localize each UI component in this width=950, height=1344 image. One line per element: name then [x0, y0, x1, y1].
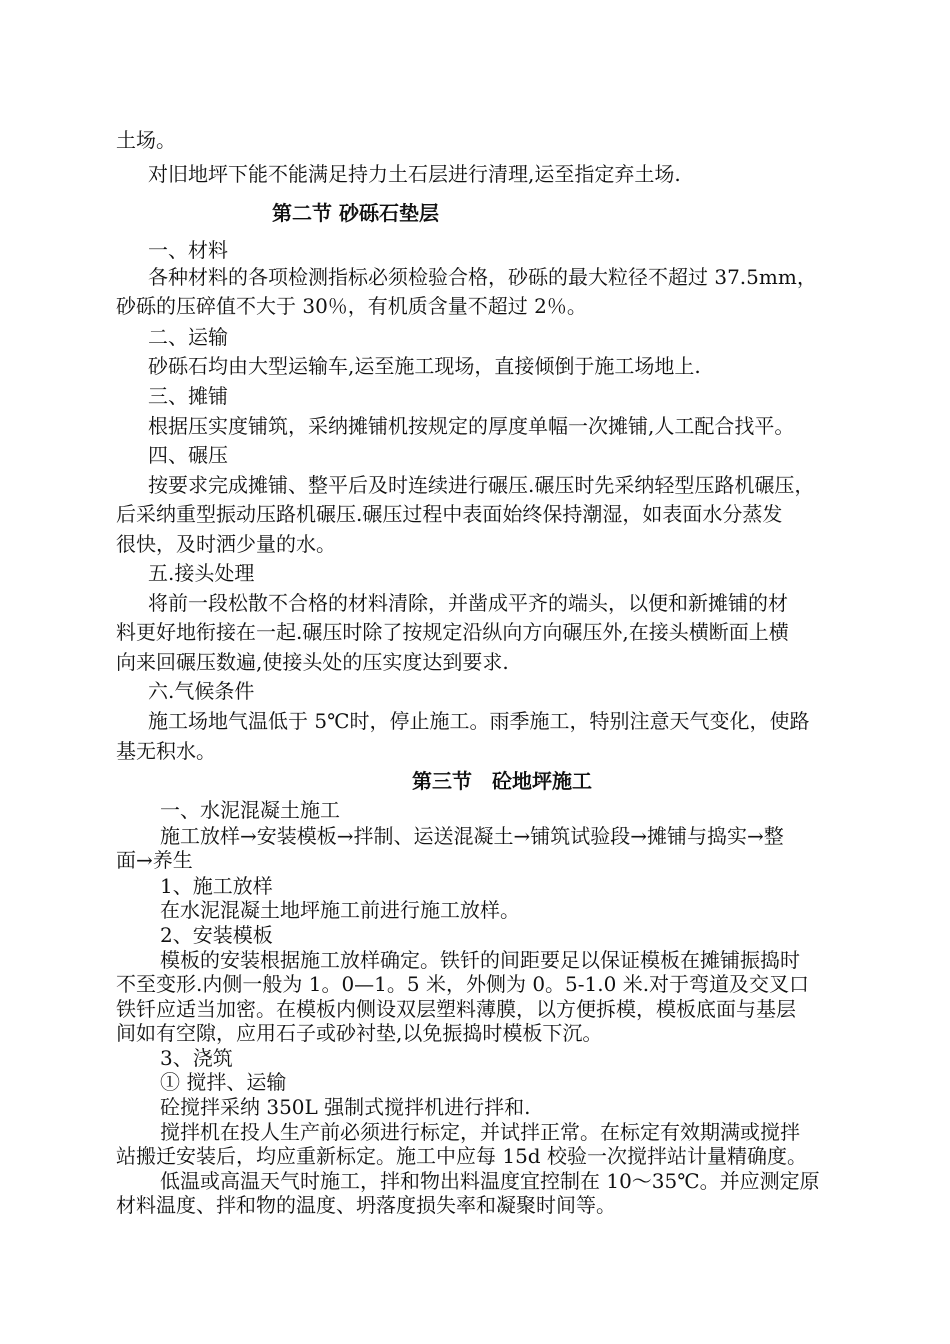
paragraph-line: 模板的安装根据施工放样确定。铁钎的间距要足以保证模板在摊铺振捣时 — [160, 948, 800, 972]
subheading: 六.气候条件 — [148, 679, 255, 703]
paragraph-line: 面→养生 — [116, 848, 193, 872]
paragraph-line: 土场。 — [116, 128, 176, 152]
paragraph-line: 在水泥混凝土地坪施工前进行施工放样。 — [160, 898, 520, 922]
subheading: 三、摊铺 — [148, 384, 228, 408]
subheading: 1、施工放样 — [160, 874, 273, 898]
paragraph-line: 施工场地气温低于 5℃时，停止施工。雨季施工，特别注意天气变化，使路 — [148, 709, 810, 733]
section-heading: 第三节 砼地坪施工 — [412, 769, 592, 793]
paragraph-line: 间如有空隙，应用石子或砂衬垫,以免振捣时模板下沉。 — [116, 1021, 603, 1045]
paragraph-line: 站搬迁安装后，均应重新标定。施工中应每 15d 校验一次搅拌站计量精确度。 — [116, 1144, 807, 1168]
subheading: 五.接头处理 — [148, 561, 255, 585]
paragraph-line: 搅拌机在投人生产前必须进行标定，并试拌正常。在标定有效期满或搅拌 — [160, 1120, 800, 1144]
paragraph-line: 低温或高温天气时施工，拌和物出料温度宜控制在 10～35℃。并应测定原 — [160, 1169, 820, 1193]
subheading: 二、运输 — [148, 325, 228, 349]
paragraph-line: 不至变形.内侧一般为 1。0—1。5 米，外侧为 0。5-1.0 米.对于弯道及交叉口 — [116, 972, 810, 996]
paragraph-line: 对旧地坪下能不能满足持力土石层进行清理,运至指定弃土场. — [148, 162, 681, 186]
paragraph-line: 根据压实度铺筑，采纳摊铺机按规定的厚度单幅一次摊铺,人工配合找平。 — [148, 414, 795, 438]
subheading: ① 搅拌、运输 — [160, 1070, 287, 1094]
subheading: 2、安装模板 — [160, 923, 273, 947]
paragraph-line: 料更好地衔接在一起.碾压时除了按规定沿纵向方向碾压外,在接头横断面上横 — [116, 620, 789, 644]
paragraph-line: 砼搅拌采纳 350L 强制式搅拌机进行拌和. — [160, 1095, 531, 1119]
paragraph-line: 按要求完成摊铺、整平后及时连续进行碾压.碾压时先采纳轻型压路机碾压， — [148, 473, 815, 497]
paragraph-line: 基无积水。 — [116, 739, 216, 763]
paragraph-line: 砂砾石均由大型运输车,运至施工现场，直接倾倒于施工场地上. — [148, 354, 701, 378]
subheading: 一、材料 — [148, 238, 228, 262]
paragraph-line: 后采纳重型振动压路机碾压.碾压过程中表面始终保持潮湿，如表面水分蒸发 — [116, 502, 783, 526]
paragraph-line: 很快，及时洒少量的水。 — [116, 532, 336, 556]
subheading: 四、碾压 — [148, 443, 228, 467]
paragraph-line: 将前一段松散不合格的材料清除，并凿成平齐的端头，以便和新摊铺的材 — [148, 591, 788, 615]
paragraph-line: 材料温度、拌和物的温度、坍落度损失率和凝聚时间等。 — [116, 1193, 616, 1217]
paragraph-line: 向来回碾压数遍,使接头处的压实度达到要求. — [116, 650, 509, 674]
subheading: 3、浇筑 — [160, 1046, 233, 1070]
paragraph-line: 铁钎应适当加密。在模板内侧设双层塑料薄膜，以方便拆模，模板底面与基层 — [116, 997, 796, 1021]
paragraph-line: 各种材料的各项检测指标必须检验合格，砂砾的最大粒径不超过 37.5mm， — [148, 265, 817, 289]
section-heading: 第二节 砂砾石垫层 — [272, 201, 439, 225]
subheading: 一、水泥混凝土施工 — [160, 798, 340, 822]
paragraph-line: 砂砾的压碎值不大于 30％，有机质含量不超过 2％。 — [116, 294, 587, 318]
paragraph-line: 施工放样→安装模板→拌制、运送混凝土→铺筑试验段→摊铺与捣实→整 — [160, 824, 784, 848]
